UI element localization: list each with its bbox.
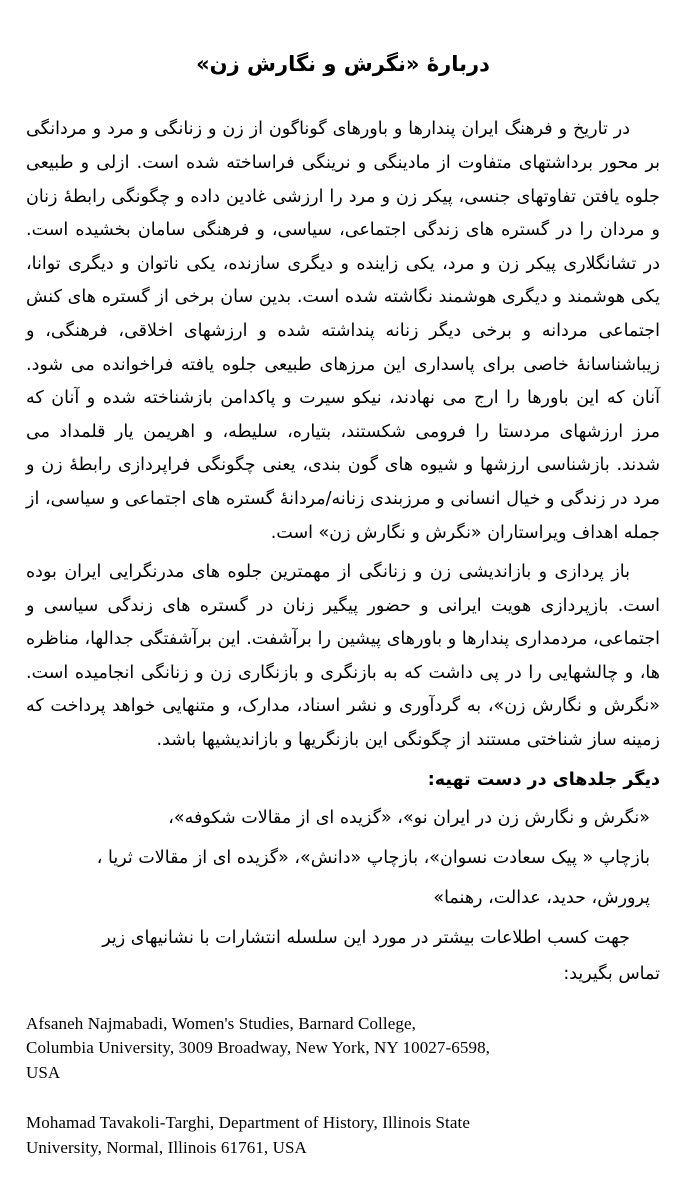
address-line: USA: [26, 1062, 61, 1082]
address-block-1: [26, 1012, 660, 1086]
address-line: Afsaneh Najmabadi, Women's Studies, Barnard College,: [26, 1013, 416, 1033]
contact-note-line-2: تماس بگیرید:: [563, 964, 660, 985]
page-title: دربارهٔ «نگرش و نگارش زن»: [196, 52, 490, 76]
volumes-line-1: «نگرش و نگارش زن در ایران نو»، «گزیده ای از مقالات شکوفه»،: [168, 807, 650, 828]
address-block-2: [26, 1111, 660, 1160]
volumes-line-2: بازچاپ « پیک سعادت نسوان»، بازچاپ «دانش»، «گزیده ای از مقالات ثریا ،: [96, 848, 650, 869]
body-paragraph-2: باز پردازی و بازاندیشی زن و زنانگی از مهمترین جلوه های مدرنگرایی ایران بوده است. بازپردازی هویت ایرانی و حضور پیگیر زنان در گستره های زندگی سیاسی و اجتماعی، مردمداری پندارها و باورهای پیشین را برآشفت. این برآشفتگی جدالها، مناظره ها، و چالشهایی را در پی داشت که به بازنگری و بازنگاری زن و زنانگی انجامیده است. «نگرش و نگارش زن»، به گردآوری و نشر اسناد، مدارک، و متنهایی خواهد پرداخت که زمینه ساز شناختی مستند از چگونگی این بازنگریها و بازاندیشیها باشد.: [26, 562, 660, 751]
address-line: University, Normal, Illinois 61761, USA: [26, 1138, 307, 1158]
subheading-forthcoming-volumes: دیگر جلدهای در دست تهیه:: [427, 769, 660, 790]
address-line: Mohamad Tavakoli-Targhi, Department of History, Illinois State: [26, 1113, 470, 1133]
contact-note-line-1: جهت کسب اطلاعات بیشتر در مورد این سلسله انتشارات با نشانیهای زیر: [102, 928, 630, 949]
body-paragraph-1: در تاریخ و فرهنگ ایران پندارها و باورهای گوناگون از زن و زنانگی و مرد و مردانگی بر محور برداشتهای متفاوت از مادینگی و نرینگی فراساخته شده است. ازلی و طبیعی جلوه یافتن تفاوتهای جنسی، پیکر زن و مرد را ارزشی غادین داده و چگونگی رابطهٔ زنان و مردان را در گستره های زندگی اجتماعی، سیاسی، و فرهنگی سامان بخشیده است. در تشانگلاری پیکر زن و مرد، یکی زاینده و دیگری سازنده، یکی ناتوان و دیگری توانا، یکی هوشمند و دیگری هوشمند نگاشته شده است. بدین سان برخی از گستره های کنش اجتماعی مردانه و برخی دیگر زنانه پنداشته شده و ارزشهای اخلاقی، فرهنگی، و زیباشناسانهٔ خاصی برای پاسداری این مرزهای طبیعی جلوه یافته فراخوانده می شود. آنان که این باورها را ارج می نهادند، نیکو سیرت و پاکدامن بازشناخته شده و آنان که مرز ارزشهای مردستا را فرومی شکستند، بتیاره، سلیطه، و اهریمن یار قلمداد می شدند. بازشناسی ارزشها و شیوه های گون بندی، یعنی چگونگی فراپردازی رابطهٔ زن و مرد در زندگی و خیال انسانی و مرزبندی زنانه/مردانهٔ گستره های اجتماعی و سیاسی، از جمله اهداف ویراستاران «نگرش و نگارش زن» است.: [26, 119, 660, 543]
volumes-line-3: پرورش، حدید، عدالت، رهنما»: [433, 888, 650, 909]
address-line: Columbia University, 3009 Broadway, New York, NY 10027-6598,: [26, 1038, 491, 1058]
